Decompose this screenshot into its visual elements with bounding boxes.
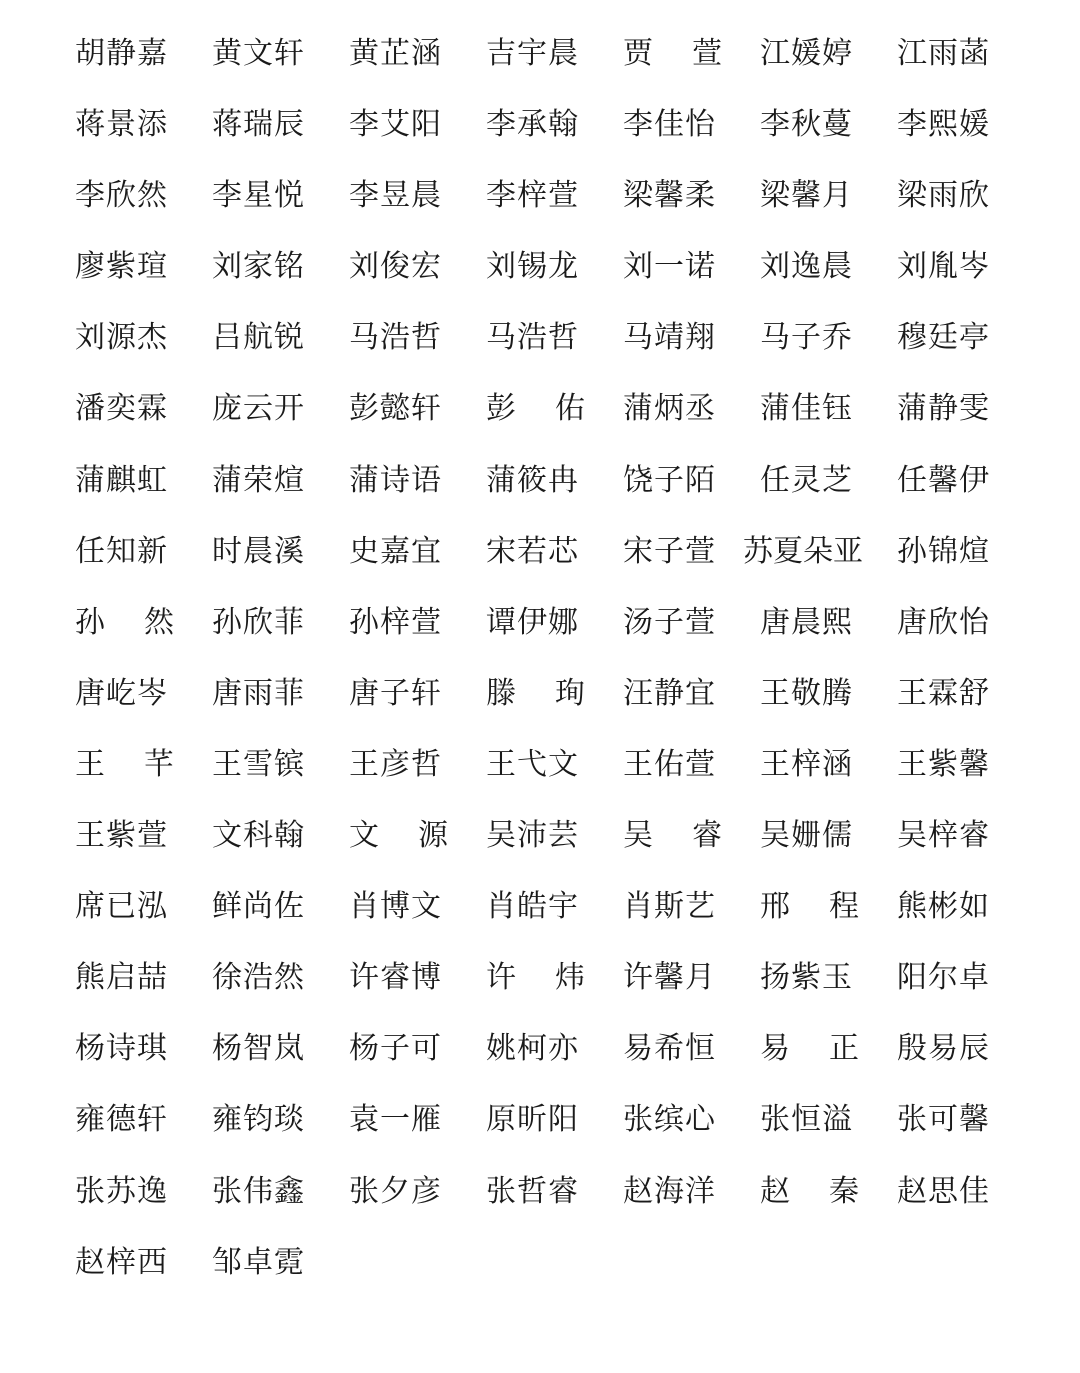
name-entry: 雍德轩 [75, 1102, 168, 1138]
name-entry: 马子乔 [760, 320, 853, 356]
name-entry: 胡静嘉 [75, 36, 168, 71]
name-entry: 蒲筱冉 [486, 462, 579, 498]
name-entry: 李昱晨 [349, 178, 442, 214]
name-entry: 易希恒 [623, 1031, 716, 1067]
name-entry: 彭 佑 [486, 391, 586, 427]
name-entry: 吴 睿 [623, 818, 723, 854]
name-entry: 梁雨欣 [897, 178, 990, 214]
name-entry: 张苏逸 [75, 1173, 168, 1209]
name-entry: 刘源杰 [75, 320, 168, 356]
name-entry: 蒲炳丞 [623, 391, 716, 427]
name-entry: 谭伊娜 [486, 604, 579, 640]
name-entry: 姚柯亦 [486, 1031, 579, 1067]
name-entry: 刘俊宏 [349, 249, 442, 285]
name-entry: 吴梓睿 [897, 818, 990, 854]
name-entry: 刘胤岑 [897, 249, 990, 285]
name-entry: 殷易辰 [897, 1031, 990, 1067]
name-entry: 李熙媛 [897, 107, 990, 143]
name-entry: 赵思佳 [897, 1173, 990, 1209]
name-entry: 蒲静雯 [897, 391, 990, 427]
name-entry: 徐浩然 [212, 960, 305, 996]
name-entry: 刘一诺 [623, 249, 716, 285]
name-entry: 邢 程 [760, 889, 860, 925]
name-entry: 阳尔卓 [897, 960, 990, 996]
name-entry: 孙梓萱 [349, 604, 442, 640]
name-entry: 汪静宜 [623, 675, 716, 711]
name-entry: 王 芊 [75, 746, 175, 782]
name-entry: 肖斯艺 [623, 889, 716, 925]
name-entry: 许 炜 [486, 960, 586, 996]
name-entry: 赵海洋 [623, 1173, 716, 1209]
name-entry: 鲜尚佐 [212, 889, 305, 925]
name-entry: 黄文轩 [212, 36, 305, 71]
name-entry: 唐欣怡 [897, 604, 990, 640]
name-entry: 李星悦 [212, 178, 305, 214]
name-entry: 王梓涵 [760, 746, 853, 782]
name-entry: 吴沛芸 [486, 818, 579, 854]
name-entry: 文科翰 [212, 818, 305, 854]
name-entry: 扬紫玉 [760, 960, 853, 996]
name-entry: 李佳怡 [623, 107, 716, 143]
name-entry: 杨子可 [349, 1031, 442, 1067]
name-entry: 刘家铭 [212, 249, 305, 285]
name-entry: 王紫萱 [75, 818, 168, 854]
name-entry: 宋子萱 [623, 533, 716, 569]
name-entry: 苏夏朵亚 [743, 533, 863, 569]
name-entry: 赵梓西 [75, 1244, 168, 1280]
name-entry: 许睿博 [349, 960, 442, 996]
name-entry: 刘逸晨 [760, 249, 853, 285]
name-entry: 孙锦煊 [897, 533, 990, 569]
name-entry: 蒲麒虹 [75, 462, 168, 498]
name-entry: 王彦哲 [349, 746, 442, 782]
name-entry: 刘锡龙 [486, 249, 579, 285]
name-entry: 廖紫瑄 [75, 249, 168, 285]
name-entry: 蒋瑞辰 [212, 107, 305, 143]
name-entry: 蒋景添 [75, 107, 168, 143]
name-entry: 赵 秦 [760, 1173, 860, 1209]
name-entry: 许馨月 [623, 960, 716, 996]
name-entry: 庞云开 [212, 391, 305, 427]
name-entry: 吉宇晨 [486, 36, 579, 71]
name-entry: 潘奕霖 [75, 391, 168, 427]
name-entry: 文 源 [349, 818, 449, 854]
name-entry: 王雪镔 [212, 746, 305, 782]
name-entry: 李欣然 [75, 178, 168, 214]
name-entry: 江雨菡 [897, 36, 990, 71]
name-entry: 孙欣菲 [212, 604, 305, 640]
name-entry: 李艾阳 [349, 107, 442, 143]
name-entry: 袁一雁 [349, 1102, 442, 1138]
name-entry: 蒲荣煊 [212, 462, 305, 498]
name-entry: 肖皓宇 [486, 889, 579, 925]
name-entry: 张缤心 [623, 1102, 716, 1138]
name-entry: 饶子陌 [623, 462, 716, 498]
name-entry: 李梓萱 [486, 178, 579, 214]
name-entry: 宋若芯 [486, 533, 579, 569]
name-entry: 杨诗琪 [75, 1031, 168, 1067]
name-entry: 张夕彦 [349, 1173, 442, 1209]
name-entry: 李承翰 [486, 107, 579, 143]
name-entry: 原昕阳 [486, 1102, 579, 1138]
name-entry: 蒲诗语 [349, 462, 442, 498]
name-entry: 江媛婷 [760, 36, 853, 71]
name-entry: 唐雨菲 [212, 675, 305, 711]
name-entry: 张哲睿 [486, 1173, 579, 1209]
name-entry: 易 正 [760, 1031, 860, 1067]
name-entry: 张可馨 [897, 1102, 990, 1138]
name-entry: 吕航锐 [212, 320, 305, 356]
name-entry: 孙 然 [75, 604, 175, 640]
name-entry: 邹卓霓 [212, 1244, 305, 1280]
name-entry: 王佑萱 [623, 746, 716, 782]
name-list [75, 24, 1005, 1304]
name-entry: 任灵芝 [760, 462, 853, 498]
name-entry: 雍钧琰 [212, 1102, 305, 1138]
name-entry: 马浩哲 [349, 320, 442, 356]
name-entry: 熊启喆 [75, 960, 168, 996]
name-entry: 蒲佳钰 [760, 391, 853, 427]
name-entry: 梁馨柔 [623, 178, 716, 214]
name-entry: 王弋文 [486, 746, 579, 782]
name-entry: 唐子轩 [349, 675, 442, 711]
name-entry: 梁馨月 [760, 178, 853, 214]
name-entry: 席已泓 [75, 889, 168, 925]
name-entry: 张恒溢 [760, 1102, 853, 1138]
name-entry: 马浩哲 [486, 320, 579, 356]
name-entry: 肖博文 [349, 889, 442, 925]
name-entry: 唐晨熙 [760, 604, 853, 640]
name-entry: 滕 珣 [486, 675, 586, 711]
name-entry: 史嘉宜 [349, 533, 442, 569]
name-entry: 时晨溪 [212, 533, 305, 569]
name-entry: 穆廷亭 [897, 320, 990, 356]
name-entry: 杨智岚 [212, 1031, 305, 1067]
name-entry: 吴姗儒 [760, 818, 853, 854]
name-entry: 王紫馨 [897, 746, 990, 782]
name-entry: 贾 萱 [623, 36, 723, 71]
name-entry: 任知新 [75, 533, 168, 569]
name-entry: 彭懿轩 [349, 391, 442, 427]
name-entry: 熊彬如 [897, 889, 990, 925]
name-entry: 张伟鑫 [212, 1173, 305, 1209]
name-entry: 汤子萱 [623, 604, 716, 640]
name-entry: 王敬腾 [760, 675, 853, 711]
name-entry: 马靖翔 [623, 320, 716, 356]
name-entry: 李秋蔓 [760, 107, 853, 143]
name-entry: 黄芷涵 [349, 36, 442, 71]
name-entry: 任馨伊 [897, 462, 990, 498]
name-entry: 唐屹岑 [75, 675, 168, 711]
name-entry: 王霖舒 [897, 675, 990, 711]
